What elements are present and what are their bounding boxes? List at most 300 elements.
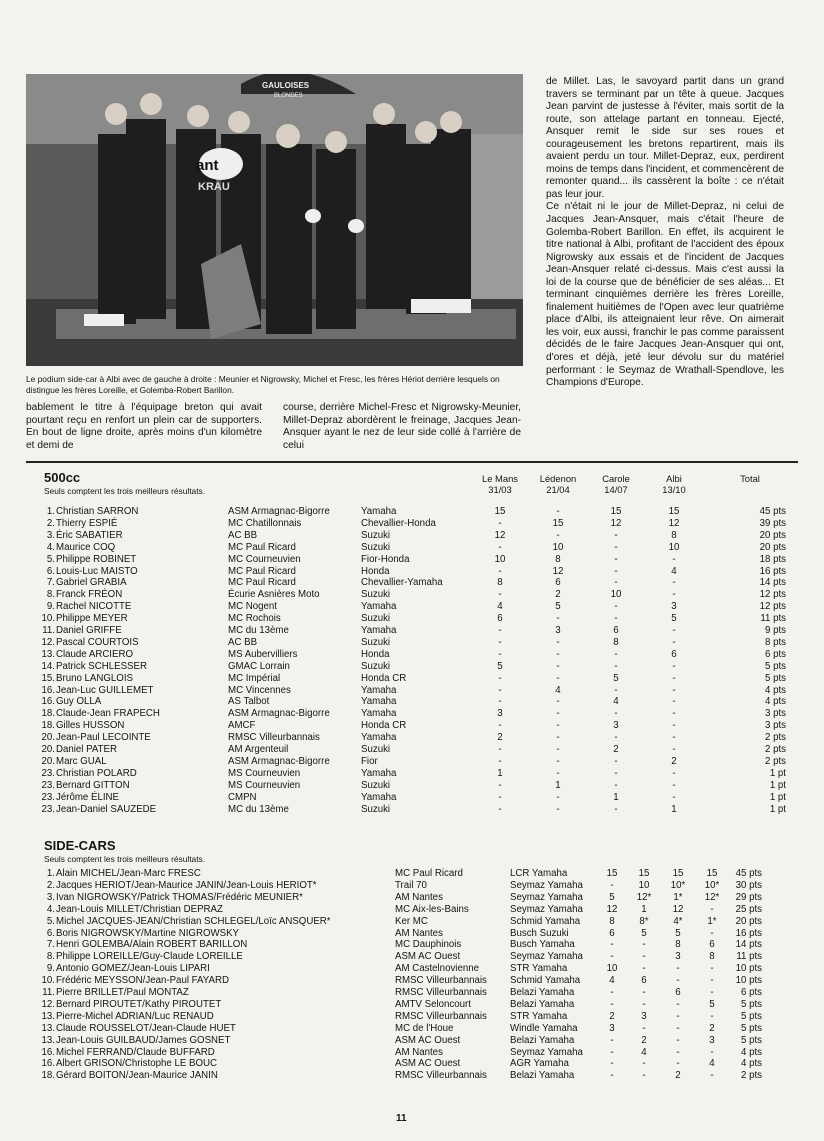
podium-photo <box>26 74 523 366</box>
rank-cell: 23. <box>41 803 55 815</box>
club-cell: MC Paul Ricard <box>228 541 296 553</box>
table-row <box>0 1035 824 1047</box>
ledenon-points-cell: 3 <box>555 625 561 636</box>
ledenon-points-cell: 6 <box>641 975 647 987</box>
albi-points-cell: - <box>710 1010 714 1022</box>
crew-cell: Michel FERRAND/Claude BUFFARD <box>56 1046 215 1058</box>
table-row <box>0 673 824 685</box>
table-row <box>0 637 824 649</box>
ledenon-points-cell: - <box>642 1022 646 1034</box>
club-cell: AM Nantes <box>395 891 443 903</box>
total-points-cell: 2 pts <box>764 744 786 755</box>
lemans-points-cell: 12 <box>606 903 618 915</box>
machine-cell: Suzuki <box>361 636 391 648</box>
machine-cell: Seymaz Yamaha <box>510 951 583 963</box>
club-cell: MC Paul Ricard <box>395 868 463 879</box>
rank-cell: 3. <box>46 891 55 903</box>
rank-cell: 9. <box>46 963 55 975</box>
albi-points-cell: 10 <box>668 541 680 553</box>
albi-points-cell: 10* <box>704 879 720 891</box>
table-row <box>0 999 824 1011</box>
albi-points-cell: - <box>672 744 676 755</box>
machine-cell: Suzuki <box>361 613 391 625</box>
machine-cell: Fior <box>361 755 378 767</box>
crew-cell: Jacques HERIOT/Jean-Maurice JANIN/Jean-Louis HERIOT* <box>56 879 317 891</box>
lemans-points-cell: - <box>498 589 502 601</box>
rank-cell: 16. <box>41 696 55 708</box>
club-cell: AS Talbot <box>228 696 270 708</box>
table-row <box>0 928 824 940</box>
header-round-2 <box>528 473 588 495</box>
rank-cell: 13. <box>41 1010 55 1022</box>
table-row <box>0 904 824 916</box>
rank-cell: 18. <box>41 720 55 732</box>
ledenon-points-cell: - <box>642 951 646 963</box>
club-cell: CMPN <box>228 791 257 803</box>
crew-cell: Bernard PIROUTET/Kathy PIROUTET <box>56 998 222 1010</box>
table-row <box>0 1011 824 1023</box>
ledenon-points-cell: - <box>556 636 560 648</box>
albi-points-cell: 1* <box>707 915 717 927</box>
rank-cell: 6. <box>46 927 55 939</box>
total-points-cell: 20 pts <box>759 529 786 541</box>
carole-points-cell: - <box>614 613 618 625</box>
ledenon-points-cell: 5 <box>641 927 647 939</box>
table-row <box>0 744 824 756</box>
albi-points-cell: - <box>710 903 714 915</box>
carole-points-cell: - <box>614 565 618 577</box>
albi-points-cell: - <box>672 767 676 779</box>
rank-cell: 10. <box>41 613 55 625</box>
machine-cell: Schmid Yamaha <box>510 975 581 987</box>
total-points-cell: 1 pt <box>769 779 786 791</box>
total-points-cell: 9 pts <box>764 625 786 636</box>
table-row <box>0 804 824 816</box>
crew-cell: Philippe LOREILLE/Guy-Claude LOREILLE <box>56 951 243 963</box>
club-cell: MC Paul Ricard <box>228 565 296 577</box>
machine-cell: Yamaha <box>361 696 397 708</box>
total-points-cell: 4 pts <box>740 1046 762 1058</box>
carole-points-cell: - <box>614 529 618 541</box>
machine-cell: LCR Yamaha <box>510 868 568 879</box>
rank-cell: 13. <box>41 1034 55 1046</box>
lemans-points-cell: 8 <box>609 915 615 927</box>
rank-cell: 7. <box>46 939 55 951</box>
club-cell: AM Nantes <box>395 927 443 939</box>
table-row <box>0 518 824 530</box>
club-cell: RMSC Villeurbannais <box>395 975 487 987</box>
round-4-name: Albi <box>666 473 682 484</box>
total-points-cell: 1 pt <box>769 791 786 803</box>
machine-cell: Windle Yamaha <box>510 1022 578 1034</box>
carole-points-cell: 5 <box>675 927 681 939</box>
club-cell: MS Courneuvien <box>228 779 301 791</box>
carole-points-cell: 6 <box>675 987 681 998</box>
crew-cell: Jean-Louis GUILBAUD/James GOSNET <box>56 1034 231 1046</box>
carole-points-cell: - <box>676 975 680 987</box>
club-cell: ASM Armagnac-Bigorre <box>228 755 330 767</box>
table-row <box>0 1047 824 1059</box>
crew-cell: Boris NIGROWSKY/Martine NIGROWSKY <box>56 927 240 939</box>
lemans-points-cell: 4 <box>497 601 503 613</box>
club-cell: MC Impérial <box>228 672 281 684</box>
rank-cell: 6. <box>46 565 55 577</box>
albi-points-cell: 6 <box>671 648 677 660</box>
total-points-cell: 14 pts <box>735 939 762 951</box>
albi-points-cell: - <box>672 779 676 791</box>
table-row <box>0 732 824 744</box>
carole-points-cell: 8 <box>675 939 681 951</box>
table-row <box>0 916 824 928</box>
table-row <box>0 577 824 589</box>
rank-cell: 20. <box>41 755 55 767</box>
ledenon-points-cell: 4 <box>641 1046 647 1058</box>
machine-cell: AGR Yamaha <box>510 1058 569 1070</box>
machine-cell: Belazi Yamaha <box>510 1070 575 1082</box>
carole-points-cell: - <box>614 648 618 660</box>
carole-points-cell: - <box>676 998 680 1010</box>
rank-cell: 16. <box>41 684 55 696</box>
jersey-text-2: KRAU <box>198 181 230 193</box>
total-points-cell: 2 pts <box>764 755 786 767</box>
ledenon-points-cell: 1 <box>641 903 647 915</box>
carole-points-cell: - <box>676 1058 680 1070</box>
machine-cell: Yamaha <box>361 506 397 517</box>
header-round-1 <box>470 473 530 495</box>
club-cell: MC Rochois <box>228 613 281 625</box>
albi-points-cell: - <box>672 720 676 732</box>
albi-points-cell: 15 <box>668 506 680 517</box>
rank-cell: 23. <box>41 791 55 803</box>
carole-points-cell: - <box>614 684 618 696</box>
table-row <box>0 1058 824 1070</box>
total-points-cell: 6 pts <box>764 648 786 660</box>
crew-cell: Albert GRISON/Christophe LE BOUC <box>56 1058 217 1070</box>
ledenon-points-cell: - <box>642 1070 646 1082</box>
ledenon-points-cell: 5 <box>555 601 561 613</box>
rider-cell: Bruno LANGLOIS <box>56 672 133 684</box>
total-points-cell: 14 pts <box>759 577 786 589</box>
club-cell: RMSC Villeurbannais <box>228 732 320 744</box>
rank-cell: 2. <box>46 517 55 529</box>
machine-cell: Chevallier-Yamaha <box>361 577 443 589</box>
albi-points-cell: 1 <box>671 803 677 815</box>
rank-cell: 20. <box>41 732 55 744</box>
page-number: 11 <box>396 1113 407 1124</box>
round-2-date: 21/04 <box>546 484 570 495</box>
total-points-cell: 2 pts <box>740 1070 762 1082</box>
rider-cell: Jean-Paul LECOINTE <box>56 732 151 744</box>
ledenon-points-cell: 12* <box>636 891 652 903</box>
carole-points-cell: 2 <box>613 744 619 755</box>
club-cell: MS Aubervilliers <box>228 648 298 660</box>
albi-points-cell: - <box>710 963 714 975</box>
ledenon-points-cell: - <box>556 696 560 708</box>
machine-cell: Yamaha <box>361 708 397 720</box>
carole-points-cell: 3 <box>613 720 619 732</box>
rank-cell: 10. <box>41 975 55 987</box>
rank-cell: 14. <box>41 660 55 672</box>
table-row <box>0 613 824 625</box>
rank-cell: 16. <box>41 1046 55 1058</box>
lemans-points-cell: - <box>610 1058 614 1070</box>
club-cell: Écurie Asnières Moto <box>228 589 320 601</box>
albi-points-cell: - <box>672 732 676 744</box>
albi-points-cell: 8 <box>671 529 677 541</box>
carole-points-cell: - <box>676 1010 680 1022</box>
lemans-points-cell: 10 <box>494 553 506 565</box>
club-cell: MC Aix-les-Bains <box>395 903 469 915</box>
rider-cell: Bernard GITTON <box>56 779 130 791</box>
lemans-points-cell: - <box>498 517 502 529</box>
table-row <box>0 780 824 792</box>
club-cell: RMSC Villeurbannais <box>395 987 487 998</box>
total-points-cell: 39 pts <box>759 517 786 529</box>
total-points-cell: 3 pts <box>764 720 786 732</box>
carole-points-cell: - <box>614 601 618 613</box>
rank-cell: 12. <box>41 636 55 648</box>
rank-cell: 8. <box>46 951 55 963</box>
rider-cell: Marc GUAL <box>56 755 107 767</box>
albi-points-cell: - <box>710 1070 714 1082</box>
total-points-cell: 4 pts <box>764 696 786 708</box>
machine-cell: Schmid Yamaha <box>510 915 581 927</box>
machine-cell: Suzuki <box>361 744 391 755</box>
machine-cell: Honda CR <box>361 720 407 732</box>
club-cell: AM Castelnovienne <box>395 963 480 975</box>
sidecars-title: SIDE-CARS <box>44 838 116 853</box>
albi-points-cell: - <box>672 660 676 672</box>
machine-cell: Suzuki <box>361 541 391 553</box>
table-row <box>0 696 824 708</box>
rank-cell: 11. <box>42 987 55 998</box>
club-cell: MS Courneuvien <box>228 767 301 779</box>
podium-photo-drawing <box>26 74 523 366</box>
lemans-points-cell: - <box>498 744 502 755</box>
rank-cell: 15. <box>41 672 55 684</box>
albi-points-cell: - <box>672 791 676 803</box>
lemans-points-cell: - <box>498 779 502 791</box>
ledenon-points-cell: 15 <box>552 517 564 529</box>
ledenon-points-cell: - <box>556 613 560 625</box>
rider-cell: Thierry ESPIÉ <box>56 517 118 529</box>
ledenon-points-cell: 2 <box>641 1034 647 1046</box>
machine-cell: Seymaz Yamaha <box>510 903 583 915</box>
albi-points-cell: 4 <box>671 565 677 577</box>
rank-cell: 20. <box>41 744 55 755</box>
club-cell: MC de l'Houe <box>395 1022 454 1034</box>
round-1-date: 31/03 <box>488 484 512 495</box>
ledenon-points-cell: - <box>556 755 560 767</box>
lemans-points-cell: - <box>610 1046 614 1058</box>
machine-cell: Seymaz Yamaha <box>510 879 583 891</box>
rank-cell: 5. <box>46 553 55 565</box>
ledenon-points-cell: 8* <box>639 915 649 927</box>
lemans-points-cell: - <box>610 1070 614 1082</box>
albi-points-cell: 5 <box>671 613 677 625</box>
rider-cell: Jérôme ÉLINE <box>56 791 119 803</box>
club-cell: ASM AC Ouest <box>395 951 461 963</box>
header-round-3 <box>586 473 646 495</box>
umbrella-sub: BLONDES <box>274 93 303 99</box>
ledenon-points-cell: 6 <box>555 577 561 589</box>
albi-points-cell: 8 <box>709 951 715 963</box>
rank-cell: 7. <box>46 577 55 589</box>
albi-points-cell: - <box>672 708 676 720</box>
albi-points-cell: - <box>710 975 714 987</box>
rank-cell: 23. <box>41 779 55 791</box>
ledenon-points-cell: - <box>642 1058 646 1070</box>
total-points-cell: 12 pts <box>759 589 786 601</box>
carole-points-cell: 1 <box>613 791 619 803</box>
albi-points-cell: - <box>672 684 676 696</box>
machine-cell: Honda <box>361 648 390 660</box>
rider-cell: Daniel GRIFFE <box>56 625 122 636</box>
machine-cell: Fior-Honda <box>361 553 410 565</box>
carole-points-cell: - <box>614 732 618 744</box>
lemans-points-cell: - <box>498 636 502 648</box>
header-total: Total <box>740 473 760 484</box>
machine-cell: Suzuki <box>361 779 391 791</box>
albi-points-cell: - <box>672 625 676 636</box>
ledenon-points-cell: - <box>556 803 560 815</box>
machine-cell: Chevallier-Honda <box>361 517 436 529</box>
ledenon-points-cell: - <box>642 987 646 998</box>
round-3-name: Carole <box>602 473 630 484</box>
lemans-points-cell: - <box>498 791 502 803</box>
solo-title: 500cc <box>44 470 81 485</box>
carole-points-cell: - <box>614 553 618 565</box>
ledenon-points-cell: - <box>556 744 560 755</box>
carole-points-cell: - <box>614 755 618 767</box>
club-cell: GMAC Lorrain <box>228 660 290 672</box>
machine-cell: Busch Suzuki <box>510 927 569 939</box>
ledenon-points-cell: 10 <box>552 541 564 553</box>
total-points-cell: 25 pts <box>735 903 762 915</box>
article-col3-paragraph-1: de Millet. Las, le savoyard partit dans un grand travers se terminant par un tête à queue. Jacques Jean parvint de justesse à l'éviter, mais sortit de la route, son attelage partant en tonneau. Ejecté, Ansquer remit le side sur ses roues et courageusement les bretons repartirent, mais ils avaient perdu un tour. Millet-Depraz, eux, perdirent moins de temps dans l'incident, et commencèrent de remonter quand... ils cassèrent la boîte : ce n'était pas leur jour. <box>546 76 784 200</box>
albi-points-cell: 5 <box>709 998 715 1010</box>
rank-cell: 4. <box>46 541 55 553</box>
ledenon-points-cell: - <box>556 791 560 803</box>
machine-cell: Belazi Yamaha <box>510 1034 575 1046</box>
rider-cell: Rachel NICOTTE <box>56 601 132 613</box>
lemans-points-cell: 5 <box>497 660 503 672</box>
lemans-points-cell: - <box>498 720 502 732</box>
albi-points-cell: - <box>710 1046 714 1058</box>
total-points-cell: 10 pts <box>735 975 762 987</box>
rider-cell: Louis-Luc MAISTO <box>56 565 138 577</box>
rank-cell: 5. <box>46 915 55 927</box>
jersey-text: ant <box>196 157 219 174</box>
total-points-cell: 16 pts <box>735 927 762 939</box>
crew-cell: Pierre BRILLET/Paul MONTAZ <box>56 987 189 998</box>
total-points-cell: 4 pts <box>764 684 786 696</box>
rider-cell: Éric SABATIER <box>56 529 123 541</box>
lemans-points-cell: - <box>498 565 502 577</box>
table-row <box>0 554 824 566</box>
table-row <box>0 685 824 697</box>
albi-points-cell: 3 <box>709 1034 715 1046</box>
carole-points-cell: - <box>676 1022 680 1034</box>
table-row <box>0 951 824 963</box>
rank-cell: 8. <box>46 589 55 601</box>
lemans-points-cell: 15 <box>494 506 506 517</box>
total-points-cell: 45 pts <box>759 506 786 517</box>
total-points-cell: 5 pts <box>740 1010 762 1022</box>
crew-cell: Pierre-Michel ADRIAN/Luc RENAUD <box>56 1010 214 1022</box>
total-points-cell: 18 pts <box>759 553 786 565</box>
lemans-points-cell: - <box>498 541 502 553</box>
machine-cell: Belazi Yamaha <box>510 998 575 1010</box>
ledenon-points-cell: - <box>556 767 560 779</box>
club-cell: MC Vincennes <box>228 684 291 696</box>
lemans-points-cell: - <box>610 1034 614 1046</box>
table-row <box>0 987 824 999</box>
lemans-points-cell: - <box>498 648 502 660</box>
rank-cell: 1. <box>46 868 55 879</box>
lemans-points-cell: 2 <box>497 732 503 744</box>
albi-points-cell: 12 <box>668 517 680 529</box>
lemans-points-cell: 6 <box>497 613 503 625</box>
ledenon-points-cell: - <box>556 708 560 720</box>
machine-cell: STR Yamaha <box>510 963 568 975</box>
ledenon-points-cell: - <box>556 720 560 732</box>
total-points-cell: 6 pts <box>740 987 762 998</box>
club-cell: MC Dauphinois <box>395 939 462 951</box>
ledenon-points-cell: 1 <box>555 779 561 791</box>
carole-points-cell: - <box>614 660 618 672</box>
carole-points-cell: 1* <box>673 891 683 903</box>
ledenon-points-cell: 8 <box>555 553 561 565</box>
albi-points-cell: 4 <box>709 1058 715 1070</box>
club-cell: MC Paul Ricard <box>228 577 296 589</box>
umbrella-brand: GAULOISES <box>262 81 310 90</box>
machine-cell: Seymaz Yamaha <box>510 891 583 903</box>
lemans-points-cell: - <box>610 879 614 891</box>
carole-points-cell: - <box>614 779 618 791</box>
club-cell: MC Courneuvien <box>228 553 301 565</box>
ledenon-points-cell: - <box>642 998 646 1010</box>
club-cell: ASM AC Ouest <box>395 1034 461 1046</box>
total-points-cell: 12 pts <box>759 601 786 613</box>
ledenon-points-cell: - <box>556 506 560 517</box>
crew-cell: Claude ROUSSELOT/Jean-Claude HUET <box>56 1022 236 1034</box>
table-row <box>0 963 824 975</box>
rank-cell: 13. <box>41 1022 55 1034</box>
carole-points-cell: 12 <box>610 517 622 529</box>
total-points-cell: 1 pt <box>769 767 786 779</box>
total-points-cell: 4 pts <box>740 1058 762 1070</box>
ledenon-points-cell: 12 <box>552 565 564 577</box>
club-cell: AC BB <box>228 636 258 648</box>
machine-cell: Yamaha <box>361 791 397 803</box>
rank-cell: 23. <box>41 767 55 779</box>
machine-cell: Honda CR <box>361 672 407 684</box>
total-points-cell: 30 pts <box>735 879 762 891</box>
lemans-points-cell: - <box>610 987 614 998</box>
machine-cell: Belazi Yamaha <box>510 987 575 998</box>
machine-cell: Yamaha <box>361 625 397 636</box>
table-row <box>0 892 824 904</box>
rank-cell: 9. <box>46 601 55 613</box>
carole-points-cell: 8 <box>613 636 619 648</box>
machine-cell: Yamaha <box>361 767 397 779</box>
lemans-points-cell: - <box>498 672 502 684</box>
carole-points-cell: - <box>614 708 618 720</box>
crew-cell: Antonio GOMEZ/Jean-Louis LIPARI <box>56 963 210 975</box>
header-round-4 <box>644 473 704 495</box>
club-cell: Ker MC <box>395 915 428 927</box>
